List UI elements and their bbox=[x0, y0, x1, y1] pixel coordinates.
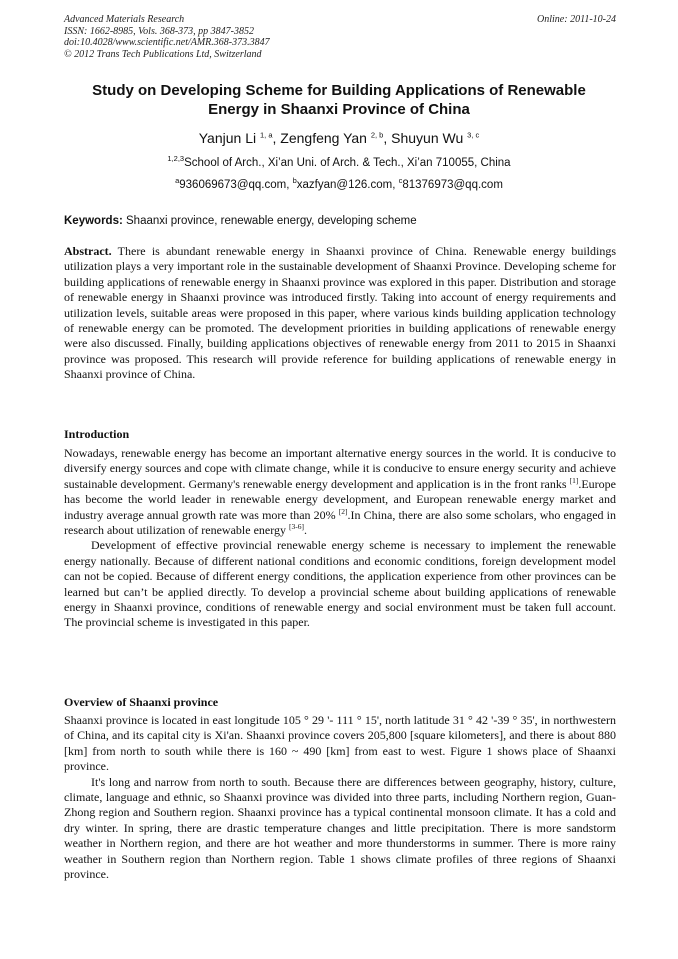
author-3-sup: 3, c bbox=[467, 130, 480, 140]
author-1-sup: 1, a bbox=[259, 130, 273, 140]
author-2-sup: 2, b bbox=[370, 130, 384, 140]
citation-1: [1] bbox=[569, 475, 579, 485]
overview-paragraph-2: It's long and narrow from north to south. Because there are differences between geography, history, culture, climate, language and ethnic, so Shaanxi province was divided into three parts, including Northern region, Guan-Zhong region and Southern region. Shaanxi province has a typical continental monsoon climate. It has a cold and dry winter. In spring, there are drastic temperature changes and little precipitation. There is more sandstorm weather in Northern region, and there are hot weather and more thunderstorms in summer. There is more rainy weather in Southern region than Northern region. Table 1 shows climate profiles of three regions of Shaanxi province. bbox=[64, 774, 616, 882]
intro-p1-part-a: Nowadays, renewable energy has become an important alternative energy sources in the world. It is conducive to diversify energy sources and cope with climate change, while it is conducive to ensure energy security and achieve sustainable development. Germany's renewable energy development and application is in the front ranks bbox=[64, 446, 616, 491]
citation-3-6: [3-6] bbox=[289, 522, 305, 532]
affiliation-sup: 1,2,3 bbox=[167, 154, 185, 164]
keywords bbox=[64, 214, 616, 229]
journal-name: Advanced Materials Research bbox=[64, 14, 185, 25]
title-line-2: Energy in Shaanxi Province of China bbox=[208, 101, 470, 118]
email-a-sup: a bbox=[175, 176, 180, 186]
intro-p1-part-c: .In China, there are also some scholars, who engaged in research about utilization of renewable energy bbox=[64, 507, 616, 538]
introduction-heading: Introduction bbox=[64, 427, 130, 441]
intro-p1-part-d: . bbox=[304, 523, 308, 538]
abstract bbox=[64, 244, 616, 383]
email-b-sup: b bbox=[292, 176, 297, 186]
abstract-label: Abstract. bbox=[64, 244, 112, 258]
author-2: Zengfeng Yan bbox=[280, 130, 367, 146]
overview-paragraph-1: Shaanxi province is located in east longitude 105 ° 29 '- 111 ° 15', north latitude 31 ° 42 '-39 ° 35', in northwestern of China, and its capital city is Xi'an. Shaanxi province covers 205,800 [square kilometers], and there is about 880 [km] from north to south while there is 160 ~ 490 [km] from east to west. Figure 1 shows place of Shaanxi province. bbox=[64, 713, 616, 774]
keywords-text: Shaanxi province, renewable energy, developing scheme bbox=[126, 215, 417, 227]
affiliation-text: School of Arch., Xi’an Uni. of Arch. & Tech., Xi’an 710055, China bbox=[184, 157, 511, 169]
introduction-section bbox=[64, 446, 616, 631]
title-line-1: Study on Developing Scheme for Building Applications of Renewable bbox=[92, 82, 586, 99]
issn-line: ISSN: 1662-8985, Vols. 368-373, pp 3847-3852 bbox=[64, 25, 254, 37]
email-c-sup: c bbox=[398, 176, 403, 186]
author-3: Shuyun Wu bbox=[391, 130, 464, 146]
doi-line: doi:10.4028/www.scientific.net/AMR.368-373.3847 bbox=[64, 37, 270, 48]
intro-p1-part-b: .Europe has become the world leader in renewable energy development, and European renewable energy market and industry average annual growth rate was more than 20% bbox=[64, 476, 616, 522]
introduction-paragraph-1 bbox=[64, 446, 616, 538]
author-list: Yanjun Li $^{1, a}$, Zengfeng Yan $^{2, b}$, Shuyun Wu $^{3, c}$ bbox=[198, 130, 480, 146]
introduction-paragraph-2: Development of effective provincial renewable energy scheme is necessary to implement the renewable energy nationally. Because of different national conditions and economic conditions, foreign development model can not be copied. Because of different energy conditions, the application experience from other provinces can be learned but can’t be applied directly. To develop a provincial scheme about building applications of renewable energy in Shaanxi province, conditions of renewable energy and social environment must be taken full account. The provincial scheme is investigated in this paper. bbox=[64, 538, 616, 630]
keywords-label: Keywords: bbox=[64, 215, 123, 227]
author-emails: $^a$936069673@qq.com, $^b$xazfyan@126.com, $^c$81376973@qq.com bbox=[175, 176, 503, 191]
author-1: Yanjun Li bbox=[198, 130, 257, 146]
abstract-text: There is abundant renewable energy in Shaanxi province of China. Renewable energy buildings utilization plays a very important role in the sustainable development of Shaanxi Province. Developing scheme for building applications of renewable energy in Shaanxi province was explored in this paper. Distribution and storage of renewable energy in Shaanxi province was introduced firstly. Taking into account of energy requirements and utilization levels, suitable areas were proposed in this paper, where various kinds building application technology of renewable energy can be promoted. The development priorities in building applications of renewable energy were also discussed. Finally, building applications objectives of renewable energy from 2011 to 2015 in Shaanxi province was proposed. This research will provide reference for building applications of renewable energy in Shaanxi province of China. bbox=[64, 244, 616, 382]
email-c: 81376973@qq.com bbox=[402, 179, 503, 191]
email-b: xazfyan@126.com bbox=[296, 179, 393, 191]
overview-section bbox=[64, 713, 616, 882]
journal-header bbox=[64, 14, 616, 60]
email-a: 936069673@qq.com bbox=[179, 179, 287, 191]
affiliation bbox=[64, 156, 614, 171]
paper-title bbox=[64, 81, 614, 119]
citation-2: [2] bbox=[338, 506, 348, 516]
copyright-line: © 2012 Trans Tech Publications Ltd, Switzerland bbox=[64, 48, 262, 60]
online-date: Online: 2011-10-24 bbox=[537, 14, 616, 25]
overview-heading: Overview of Shaanxi province bbox=[64, 695, 219, 709]
